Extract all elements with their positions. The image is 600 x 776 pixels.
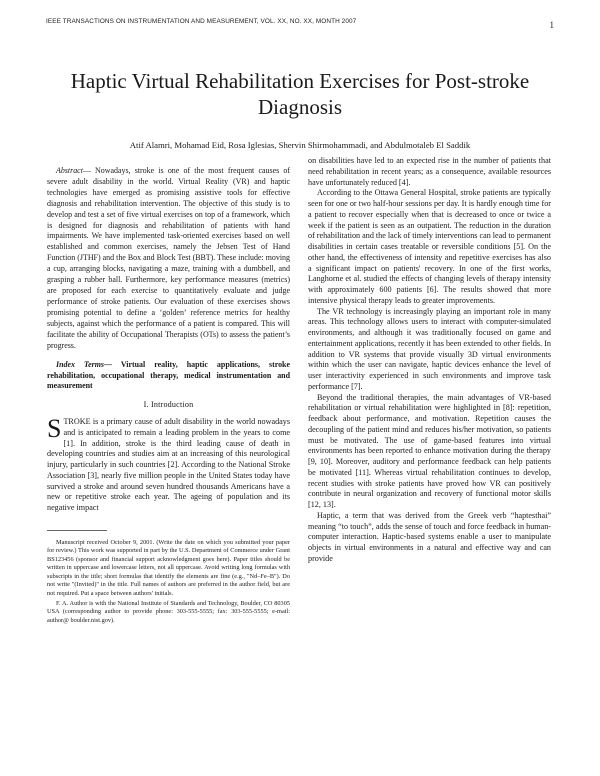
paper-title: Haptic Virtual Rehabilitation Exercises for Post-stroke Diagnosis bbox=[70, 69, 530, 119]
footnote-divider bbox=[47, 530, 107, 531]
left-column bbox=[47, 156, 290, 625]
index-terms-text: — Virtual reality, haptic applications, stroke rehabilitation, occupational therapy, medical instrumentation and measurement bbox=[47, 360, 290, 390]
section-heading-introduction: I. Introduction bbox=[143, 400, 194, 410]
footnote-author: F. A. Author is with the National Institute of Standards and Technology, Boulder, CO 80305 USA (corresponding author to provide phone: 303-555-5555; fax: 303-555-5555; e-mail: author@ boulder.nist.gov). bbox=[47, 599, 290, 624]
index-terms-label: Index Terms bbox=[56, 360, 104, 370]
body-paragraph: The VR technology is increasingly playing an important role in many areas. This technology allows users to interact with computer-simulated environments, and although it was traditionally focused on game and entertainment applications, recently it has been extended to other fields. In addition to VR systems that provide visually 3D virtual environments within which the user can navigate, haptic devices enhance the level of user interactivity experienced in such environments and improve task performance [7]. bbox=[308, 306, 551, 391]
index-terms bbox=[47, 360, 290, 391]
author-list: Atif Alamri, Mohamad Eid, Rosa Iglesias, Shervin Shirmohammadi, and Abdulmotaleb El Saddik bbox=[129, 140, 471, 150]
journal-header: IEEE TRANSACTIONS ON INSTRUMENTATION AND MEASUREMENT, VOL. XX, NO. XX, MONTH 2007 bbox=[46, 18, 357, 25]
body-paragraph: Haptic, a term that was derived from the Greek verb “haptesthai” meaning “to touch”, adds the sense of touch and force feedback in human-computer interaction. Haptic-based systems enable a user to manipulate objects in virtual environments in a natural and effective way and can provide bbox=[308, 510, 551, 563]
intro-text: TROKE is a primary cause of adult disability in the world nowadays and is anticipated to remain a leading problem in the years to come [1]. In addition, stroke is the third leading cause of death in developing countries and studies aim at an increasing of this neurological injury, particularly in such countries [2]. According to the National Stroke Association [3], nearly five million people in the United States today have survived a stroke and around seven hundred thousands Americans have a new or repetitive stroke each year. The ageing of population and its negative impact bbox=[47, 417, 290, 513]
body-paragraph: According to the Ottawa General Hospital, stroke patients are typically seen for one or two half-hour sessions per day. It is hardly enough time for a patient to recover especially when that is decreased to once or twice a week if the patient is seen as an outpatient. The reduction in the duration of rehabilitation and the lack of timely interventions can lead to permanent disabilities in certain cases treatable or reversible conditions [5]. On the other hand, the effectiveness of intensity and repetitive exercises has also a significant impact on patients' recovery. In one of the first works, Langhorne et al. studied the effects of changing levels of therapy intensity with approximately 600 patients [6]. The results showed that more intensive physical therapy leads to greater improvements. bbox=[308, 188, 551, 305]
body-paragraph: Beyond the traditional therapies, the main advantages of VR-based rehabilitation or virtual rehabilitation were highlighted in [8]: repetition, feedback about performance, and motivation. Repetition causes the decoupling of the patient mind and reduces his/her motivation, so patients must be motivated. The use of game-based features into virtual environments has been reported to enhance motivation during the therapy [9, 10]. Moreover, auditory and performance feedback can help patients be motivated [11]. Whereas virtual rehabilitation continues to develop, recent studies with stroke patients have proved how VR can positively contribute in neural organization and recovery of functional motor skills [12, 13]. bbox=[308, 392, 551, 509]
abstract-label: Abstract bbox=[56, 166, 83, 175]
intro-paragraph bbox=[47, 414, 290, 514]
page-number: 1 bbox=[549, 20, 554, 30]
body-paragraph: on disabilities have led to an expected rise in the number of patients that need rehabilitation in recent years; as a consequence, available resources have unfortunately reduced [4]. bbox=[308, 156, 551, 187]
abstract bbox=[47, 166, 290, 351]
drop-cap: S bbox=[47, 414, 62, 444]
right-column bbox=[308, 156, 551, 565]
footnote-manuscript: Manuscript received October 9, 2001. (Write the date on which you submitted your paper for review.) This work was supported in part by the U.S. Department of Commerce under Grant BS123456 (sponsor and financial support acknowledgment goes here). Paper titles should be written in uppercase and lowercase letters, not all uppercase. Avoid writing long formulas with subscripts in the title; short formulas that identify the elements are fine (e.g., "Nd–Fe–B"). Do not write "(Invited)" in the title. Full names of authors are preferred in the author field, but are not required. Put a space between authors' initials. bbox=[47, 538, 290, 597]
abstract-text: — Nowadays, stroke is one of the most frequent causes of severe adult disability in the world. Virtual Reality (VR) and haptic technologies have emerged as promising assistive tools for effective diagnosis and rehabilitation intervention. The objective of this study is to develop and test a set of five virtual exercises on top of a framework, which is designed for diagnosis and rehabilitation of patients with hand impairments. We have implemented task-oriented exercises based on well established and common exercises, namely the Jebsen Test of Hand Function (JTHF) and the Box and Block Test (BBT). These include: moving a cup, arranging blocks, navigating a maze, training with a dumbbell, and grasping a rubber ball. Furthermore, key performance measures (metrics) are proposed for each exercise to quantitatively evaluate and judge performance of stroke patients. Our evaluation of these exercises shows promising potential to define a ‘golden’ reference metrics for healthy subjects, against which the performance of a patient is compared. This will facilitate the ability of Occupational Therapists (OTs) to assess the patient’s progress. bbox=[47, 166, 290, 350]
